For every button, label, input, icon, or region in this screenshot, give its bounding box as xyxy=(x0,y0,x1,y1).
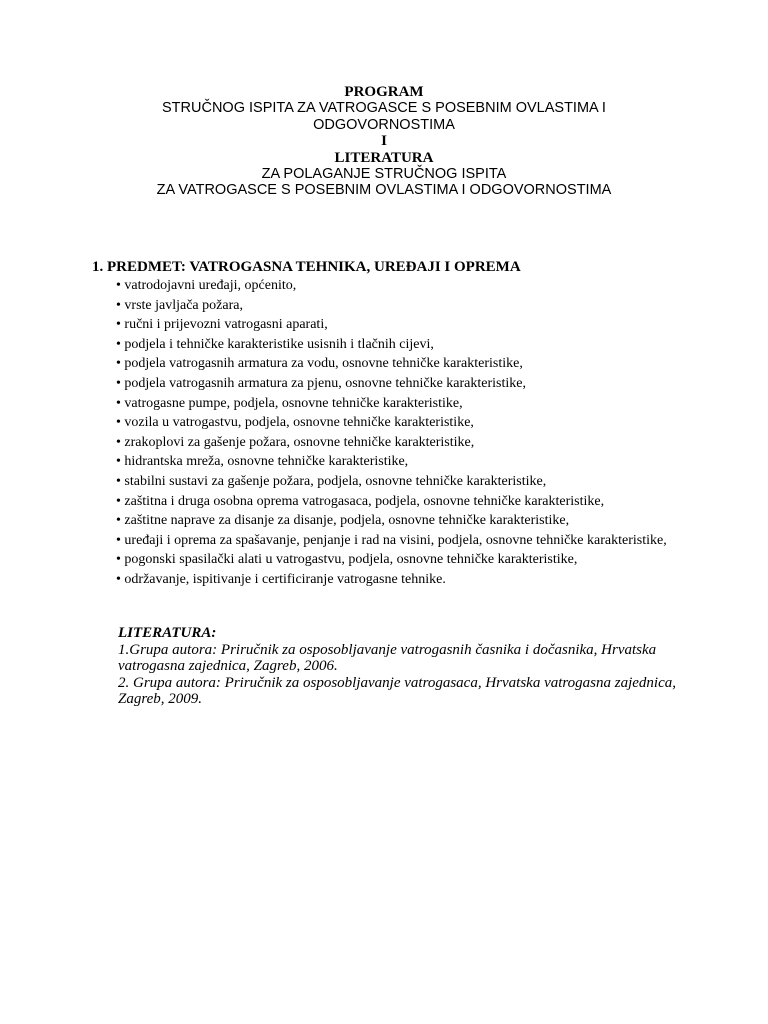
topic-list xyxy=(92,276,692,590)
list-item: • zaštitna i druga osobna oprema vatrogasaca, podjela, osnovne tehničke karakteristike, xyxy=(116,493,605,509)
header-conjunction: I xyxy=(381,133,387,150)
literature-block xyxy=(118,625,678,708)
list-item: • održavanje, ispitivanje i certificiranje vatrogasne tehnike. xyxy=(116,571,446,587)
literature-entry: 2. Grupa autora: Priručnik za osposobljavanje vatrogasaca, Hrvatska vatrogasna zajednica, Zagreb, 2009. xyxy=(118,674,677,708)
list-item: • hidrantska mreža, osnovne tehničke karakteristike, xyxy=(116,454,409,470)
list-item: • vozila u vatrogastvu, podjela, osnovne tehničke karakteristike, xyxy=(116,415,474,431)
document-header xyxy=(0,84,768,199)
section-title: 1. PREDMET: VATROGASNA TEHNIKA, UREĐAJI I OPREMA xyxy=(92,259,521,275)
header-program: PROGRAM xyxy=(344,84,424,100)
literature-title: LITERATURA: xyxy=(118,625,217,641)
list-item: • zaštitne naprave za disanje za disanje, podjela, osnovne tehničke karakteristike, xyxy=(116,513,570,529)
list-item: • pogonski spasilački alati u vatrogastvu, podjela, osnovne tehničke karakteristike, xyxy=(116,552,578,568)
list-item: • podjela vatrogasnih armatura za pjenu, osnovne tehničke karakteristike, xyxy=(116,375,526,391)
list-item: • vrste javljača požara, xyxy=(116,297,243,313)
list-item: • stabilni sustavi za gašenje požara, podjela, osnovne tehničke karakteristike, xyxy=(116,473,547,489)
list-item: • vatrogasne pumpe, podjela, osnovne tehničke karakteristike, xyxy=(116,395,463,411)
header-literatura: LITERATURA xyxy=(334,149,434,166)
header-subtitle-line-1: STRUČNOG ISPITA ZA VATROGASCE S POSEBNIM OVLASTIMA I xyxy=(162,100,606,117)
literature-entry: 1.Grupa autora: Priručnik za osposobljavanje vatrogasnih časnika i dočasnika, Hrvatska vatrogasna zajednica, Zagreb, 2006. xyxy=(118,641,657,675)
list-item: • podjela i tehničke karakteristike usisnih i tlačnih cijevi, xyxy=(116,336,434,352)
header-subtitle-line-2: ODGOVORNOSTIMA xyxy=(313,116,455,133)
list-item: • zrakoplovi za gašenje požara, osnovne tehničke karakteristike, xyxy=(116,434,475,450)
list-item: • podjela vatrogasnih armatura za vodu, osnovne tehničke karakteristike, xyxy=(116,356,523,372)
list-item: • uređaji i oprema za spašavanje, penjanje i rad na visini, podjela, osnovne tehničke karakteristike, xyxy=(116,532,667,548)
list-item: • vatrodojavni uređaji, općenito, xyxy=(116,278,297,293)
list-item: • ručni i prijevozni vatrogasni aparati, xyxy=(116,317,328,333)
header-subtitle-line-4: ZA VATROGASCE S POSEBNIM OVLASTIMA I ODGOVORNOSTIMA xyxy=(156,182,612,199)
header-subtitle-line-3: ZA POLAGANJE STRUČNOG ISPITA xyxy=(261,166,507,183)
